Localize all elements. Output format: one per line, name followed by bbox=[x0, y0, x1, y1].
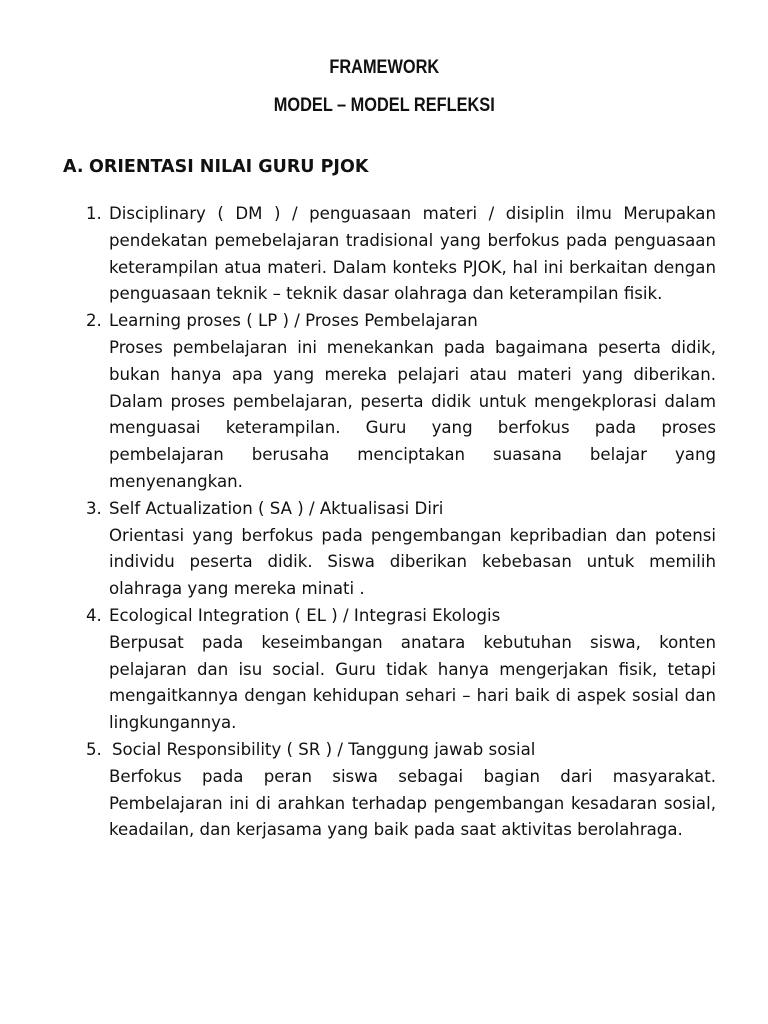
list-item-description: Orientasi yang berfokus pada pengembangan kepribadian dan potensi individu peserta didik. Siswa diberikan kebebasan untuk memilih olahraga yang mereka minati . bbox=[109, 525, 716, 599]
list-item-title bbox=[86, 496, 716, 523]
list-item-description: Berfokus pada peran siswa sebagai bagian dari masyarakat. Pembelajaran ini di arahkan terhadap pengembangan kesadaran sosial, keadailan, dan kerjasama yang baik pada saat aktivitas berolahraga. bbox=[109, 766, 716, 840]
list-item-title bbox=[86, 308, 716, 335]
document-title: FRAMEWORK bbox=[329, 57, 440, 78]
section-heading-text: ORIENTASI NILAI GURU PJOK bbox=[89, 157, 369, 177]
list-item-title bbox=[86, 603, 716, 630]
list-item bbox=[86, 603, 716, 737]
list-item-number: 3. bbox=[86, 498, 102, 518]
list-item-number: 2. bbox=[86, 311, 102, 331]
list-item-title-text: Disciplinary ( DM ) / penguasaan materi / disiplin ilmu Merupakan pendekatan pemebelajaran tradisional yang berfokus pada penguasaan keterampilan atua materi. Dalam konteks PJOK, hal ini berkaitan dengan penguasaan teknik – teknik dasar olahraga dan keterampilan fisik. bbox=[109, 204, 716, 304]
list-item-number: 1. bbox=[86, 204, 102, 223]
list-item bbox=[86, 496, 716, 603]
list-item-description: Berpusat pada keseimbangan anatara kebutuhan siswa, konten pelajaran dan isu social. Guru tidak hanya mengerjakan fisik, tetapi mengaitkannya dengan kehidupan sehari – hari baik di aspek sosial dan lingkungannya. bbox=[109, 632, 716, 733]
list-item-number: 4. bbox=[86, 605, 102, 625]
orientation-list bbox=[86, 201, 716, 844]
list-item-number: 5. bbox=[86, 739, 102, 759]
list-item-description: Proses pembelajaran ini menekankan pada bagaimana peserta didik, bukan hanya apa yang mereka pelajari atau materi yang diberikan. Dalam proses pembelajaran, peserta didik untuk mengekplorasi dalam menguasai keterampilan. Guru yang berfokus pada proses pembelajaran berusaha menciptakan suasana belajar yang menyenangkan. bbox=[109, 337, 716, 491]
section-heading bbox=[63, 157, 368, 177]
list-item-title-text: Self Actualization ( SA ) / Aktualisasi Diri bbox=[109, 498, 444, 518]
list-item-title-text: Social Responsibility ( SR ) / Tanggung jawab sosial bbox=[112, 739, 536, 759]
list-item-title bbox=[86, 737, 716, 764]
list-item bbox=[86, 737, 716, 844]
section-letter: A. bbox=[63, 157, 84, 177]
document-subtitle: MODEL – MODEL REFLEKSI bbox=[273, 95, 495, 116]
list-item-title-text: Learning proses ( LP ) / Proses Pembelajaran bbox=[109, 311, 478, 331]
list-item-title bbox=[86, 201, 716, 308]
list-item-title-text: Ecological Integration ( EL ) / Integrasi Ekologis bbox=[109, 605, 501, 625]
list-item bbox=[86, 308, 716, 496]
list-item bbox=[86, 201, 716, 308]
